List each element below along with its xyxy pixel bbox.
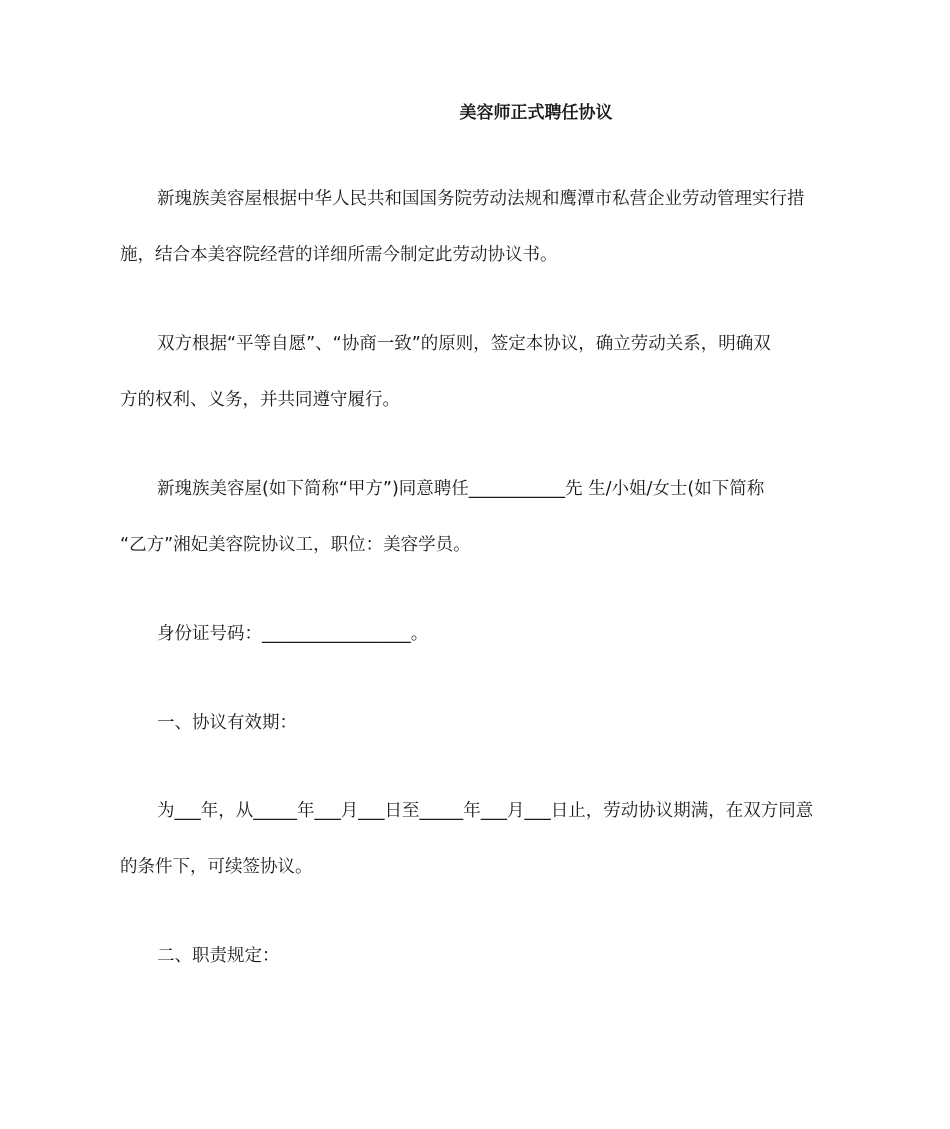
paragraph-2-line-2: 方的权利、义务，并共同遵守履行。 [120, 390, 400, 410]
paragraph-3-line-1: 新瑰族美容屋(如下简称“甲方”)同意聘任___________先 生/小姐/女士(如下简称 [157, 479, 765, 499]
paragraph-1-line-2: 施，结合本美容院经营的详细所需今制定此劳动协议书。 [120, 245, 558, 265]
section-2-heading: 二、职责规定： [157, 946, 280, 966]
paragraph-4-line-2: 的条件下，可续签协议。 [120, 857, 313, 877]
paragraph-3-line-2: “乙方”湘妃美容院协议工，职位：美容学员。 [120, 535, 471, 555]
paragraph-1-line-1: 新瑰族美容屋根据中华人民共和国国务院劳动法规和鹰潭市私营企业劳动管理实行措 [157, 189, 805, 209]
document-title: 美容师正式聘任协议 [459, 103, 613, 123]
section-1-heading: 一、协议有效期： [157, 713, 297, 733]
paragraph-4-line-1: 为___年，从_____年___月___日至_____年___月___日止，劳动协议期满，在双方同意 [157, 801, 814, 821]
id-number-line: 身份证号码：_________________。 [157, 624, 429, 644]
paragraph-2-line-1: 双方根据“平等自愿”、“协商一致”的原则，签定本协议，确立劳动关系，明确双 [157, 334, 771, 354]
